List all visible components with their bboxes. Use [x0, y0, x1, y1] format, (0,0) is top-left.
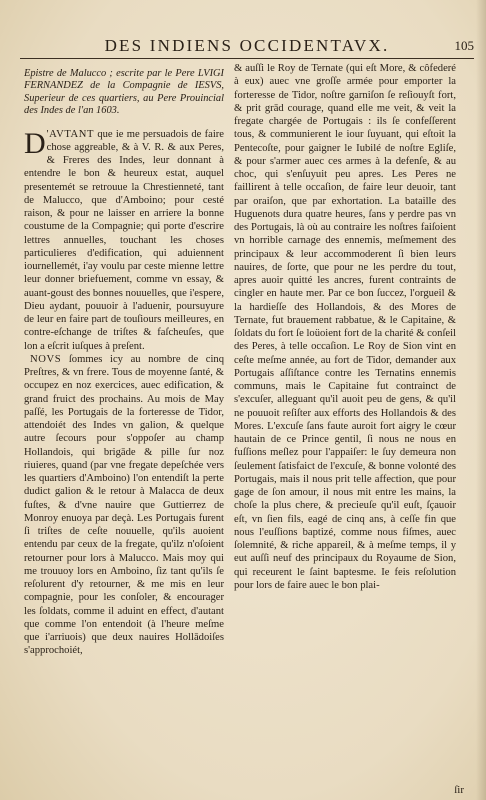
drop-cap: D	[24, 126, 46, 160]
paragraph-2-lead: NOVS	[30, 353, 62, 365]
left-column	[24, 62, 224, 782]
right-column-text: & auſſi le Roy de Ternate (qui eſt More, & côfederé à eux) auec vne groſſe armée pour emporter la forteresse de Tidor, noſtre garniſon ſe reſiouyſt fort, & prit grād courage, quand elle me veit, & veit la fregate chargée de Portugais : ils ſe confeſſerent tous, & communierent le iour ſuyuant, qui eſtoit la Pentecoſte, pour gaigner le Iubilé de noſtre Egliſe, & pour s'armer auec ces armes à la defenſe, & au choc, qui s'enſuyuit peu apres. Les Peres ne faillirent à telle occaſion, de faire leur deuoir, tant par oraiſon, que par exhortation. La bataille des Huguenots dura quatre heures, ſans y perdre pas vn des Portugais, là où au contraire les noſtres faiſoient vn horrible carnage des ennemis, meſmement des principaux & leur accommoderent ſi bien leurs nauires, de ſorte, que pour ne les perdre du tout, apres auoir quitté les ancres, furent contraints de cingler en haute mer. Par ce bon ſuccez, l'orgueil & la hardieſſe des Hollandois, & des Mores de Ternate, fut brauement rabbatue, & le Capitaine, & ſoldats du fort ſe loüoient fort de la charité & conſeil des Peres, à telle occaſion. Le Roy de Sion vint en ceſte meſme année, au fort de Tidor, demander aux Portugais aſſiſtance contre les Ternatins ennemis communs, mais le Capitaine fut contrainct de s'excuſer, alleguant qu'il auoit peu de gens, & qu'il ne pouuoit reſiſter aux efforts des Hollandois & des Mores. L'excuſe ſans faute auroit fort aigry le cœur hautain de ce Prince gentil, ſi nous ne nous en fuſſions meſlez pour l'appaiſer: le ſuy demeura non ſeulement ſatisfaict de l'excuſe, & bonne volonté des Portugais, mais il nous prit telle affection, que pour gage de ſon amour, il nous mit entre les mains, la choſe la plus chere, & precieuſe qu'il euſt, ſçauoir eſt, vn ſien fils, eagé de cinq ans, à ceſſe fin que nous l'euſſions baptizé, comme nous fiſmes, auec ſolemnité, & riche appareil, & à meſme temps, il y eut auſſi neuf des principaux du Royaume de Sion, qui receurent le ſaint baptesme. Ie feis reſolution pour lors de faire auec le bon plai-	[234, 63, 456, 591]
catchword: ſir	[454, 784, 464, 796]
right-column	[234, 62, 456, 777]
paragraph-1-text: que ie me persuadois de faire chose aggreable, & à V. R. & aux Peres, & Freres des Indes, leur donnant à entendre le bon & heureux estat, auquel presentemét se retrouue la Chrestienneté, tant de Malucco, que d'Amboino; pour cesté raison, & pour ne laisser en arriere la bonne coustume de la Compagnie; qui porte d'escrire lettres annuelles, touchant les choses particulieres d'edification, qui aduiennent iournellemét, i'ay voulu par ceste mienne lettre leur donner briefuement, comme vn essay, & auant-goust des bonnes nouuelles, que i'espere, Dieu aydant, pouuoir à l'aduenir, poursuyure de leur en faire part de touſiours meilleures, en contre-eſchange de triſtes & faſcheuſes, que lon a eſcrit iuſques à preſent.	[24, 128, 224, 352]
running-head: DES INDIENS OCCIDENTAVX.	[104, 36, 390, 55]
paragraph-1	[24, 128, 224, 353]
page-header	[20, 36, 474, 59]
paragraph-2	[24, 353, 224, 658]
page-number: 105	[454, 38, 474, 53]
paragraph-1-lead: 'AVTANT	[46, 128, 95, 140]
letter-title: Epistre de Malucco ; escrite par le Pere LVIGI FERNANDEZ de la Compagnie de IESVS, Superieur de ces quartiers, au Pere Prouincial des Indes de l'an 1603.	[24, 68, 224, 117]
page-edge-shadow	[476, 0, 486, 800]
paragraph-2-text: ſommes icy au nombre de cinq Preſtres, & vn frere. Tous de moyenne ſanté, & occupez en noz exercices, auec edification, & grand fruict des prochains. Au mois de May paſſé, les Portugais de la forteresse de Tidor, attendoiét des Indes vn galion, & quelque autre ſecours pour s'oppoſer au champ Hollandois, qui brigāde & pille ſur noz riuieres, quand (par vne fregate depeſchée vers les quartiers d'Amboino) l'on entendiſt la perte dudict galion & le retour à Malacca de deux fuſtes, & d'vne nauire que Guttierrez de Monroy enuoya par deçà. Les Portugais furent ſi triſtes de ceſte nouuelle, qu'ils auoient entendu par ceux de la fregate, qu'ilz n'oſoient retourner pour lors à Malucco. Mais moy qui me trouuoy lors en Amboino, ſiz tant qu'ils ſe reſolurent d'y retourner, & me mis en leur compagnie, pour les conſoler, & encourager les ſoldats, comme il aduint en effect, d'autant que comme l'on entendoit (à l'heure meſme que i'arriuois) que deux nauires Hollādoiſes s'approchoiét,	[24, 353, 224, 657]
